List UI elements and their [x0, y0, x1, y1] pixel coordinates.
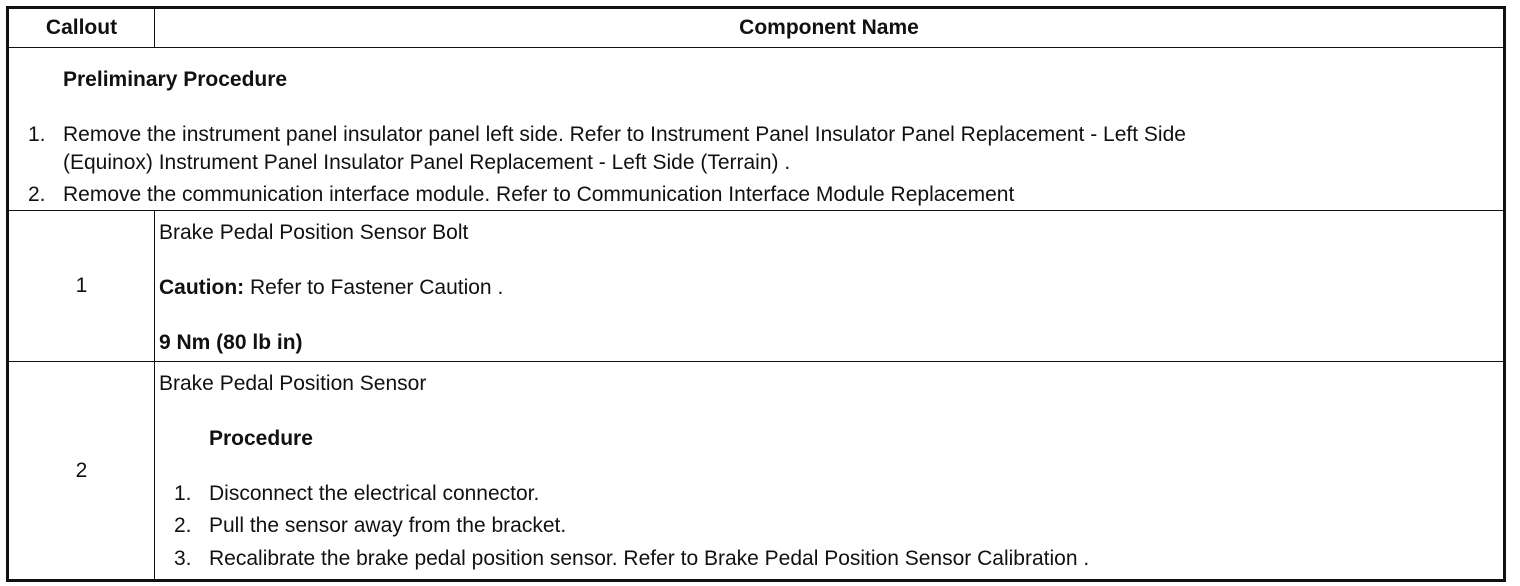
procedure-step-3-text: Recalibrate the brake pedal position sensor. Refer to Brake Pedal Position Sensor Calibration . — [209, 547, 1090, 570]
callout-cell: 2 — [8, 362, 155, 581]
preliminary-step-1-line-1: Remove the instrument panel insulator panel left side. Refer to Instrument Panel Insulator Panel Replacement - Left Side — [63, 123, 1186, 146]
procedure-step-2-number: 2. — [174, 514, 192, 537]
component-cell — [155, 362, 1505, 581]
preliminary-step-2-number: 2. — [28, 183, 46, 206]
callout-cell: 1 — [8, 211, 155, 362]
component-name: Brake Pedal Position Sensor — [159, 372, 427, 395]
caution-label: Caution: — [159, 276, 245, 299]
preliminary-step-1-number: 1. — [28, 123, 46, 146]
preliminary-step-2-line-1: Remove the communication interface module. Refer to Communication Interface Module Replacement — [63, 183, 1015, 206]
component-name: Brake Pedal Position Sensor Bolt — [159, 221, 469, 244]
preliminary-title: Preliminary Procedure — [63, 68, 288, 91]
header-row — [8, 8, 1505, 48]
preliminary-cell — [8, 48, 1505, 211]
torque-spec: 9 Nm (80 lb in) — [159, 331, 303, 354]
header-callout: Callout — [8, 8, 155, 48]
procedure-step-3-number: 3. — [174, 547, 192, 570]
header-component-name: Component Name — [155, 8, 1505, 48]
procedure-step-1-text: Disconnect the electrical connector. — [209, 482, 540, 505]
preliminary-step-1-line-2: (Equinox) Instrument Panel Insulator Panel Replacement - Left Side (Terrain) . — [63, 151, 791, 174]
caution-line — [159, 274, 503, 302]
component-cell — [155, 211, 1505, 362]
procedure-table — [6, 6, 1506, 582]
table-row — [8, 211, 1505, 362]
procedure-step-2-text: Pull the sensor away from the bracket. — [209, 514, 567, 537]
table-row — [8, 362, 1505, 581]
procedure-step-1-number: 1. — [174, 482, 192, 505]
caution-text: Refer to Fastener Caution . — [244, 276, 504, 299]
procedure-title: Procedure — [209, 427, 313, 450]
preliminary-row — [8, 48, 1505, 211]
